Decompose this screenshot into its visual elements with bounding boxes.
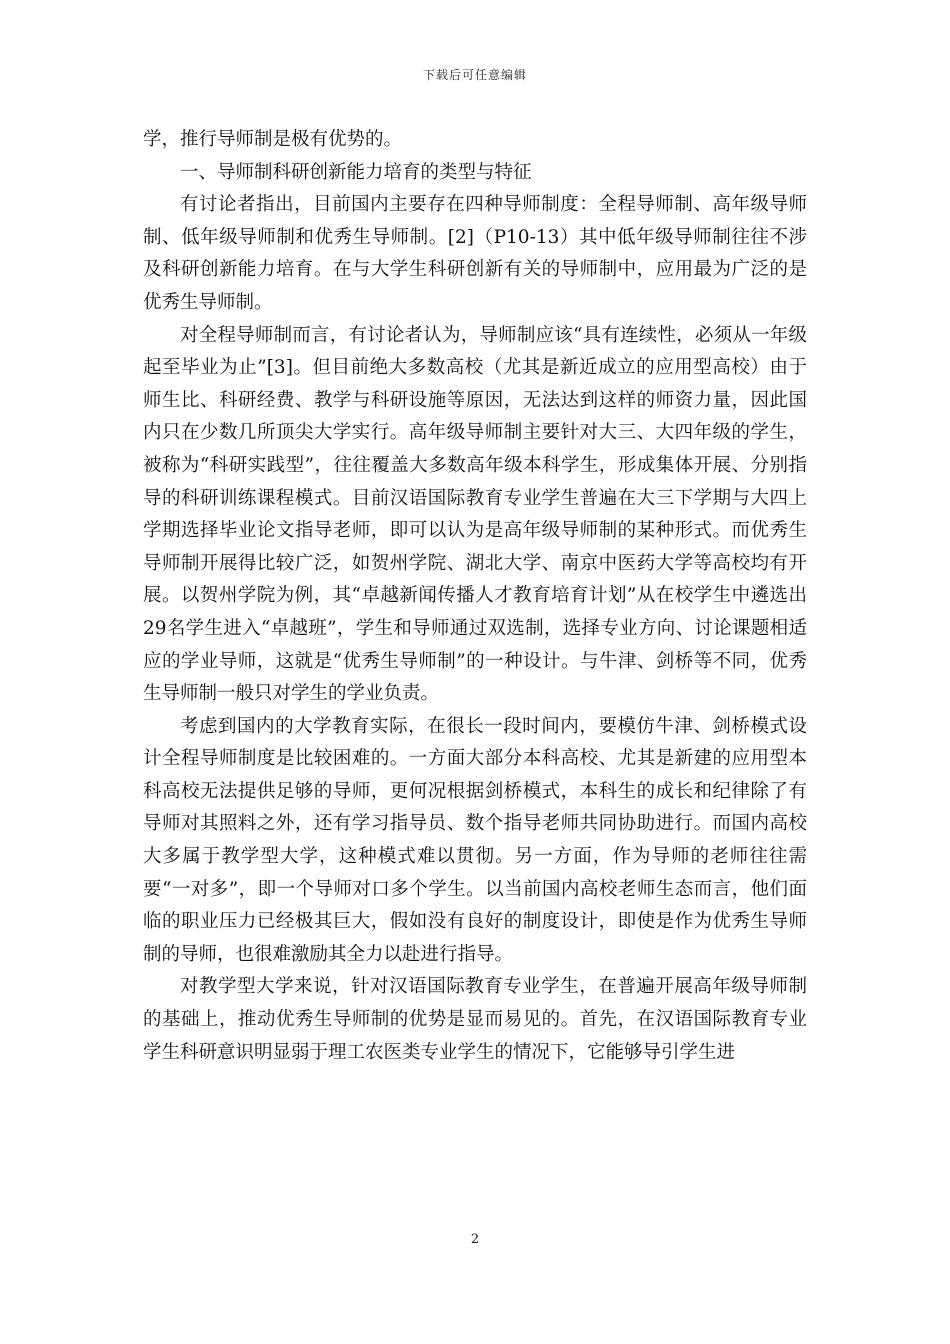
header-note: 下载后可任意编辑 — [422, 68, 527, 82]
page-number: 2 — [470, 1232, 480, 1247]
document-body — [143, 124, 807, 1069]
paragraph: 考虑到国内的大学教育实际，在很长一段时间内，要模仿牛津、剑桥模式设计全程导师制度是比较困难的。一方面大部分本科高校、尤其是新建的应用型本科高校无法提供足够的导师，更何况根据剑桥模式，本科生的成长和纪律除了有导师对其照料之外，还有学习指导员、数个指导老师共同协助进行。而国内高校大多属于教学型大学，这种模式难以贯彻。另一方面，作为导师的老师往往需要“一对多”，即一个导师对口多个学生。以当前国内高校老师生态而言，他们面临的职业压力已经极其巨大，假如没有良好的制度设计，即使是作为优秀生导师制的导师，也很难激励其全力以赴进行指导。 — [143, 715, 807, 965]
paragraph: 对全程导师制而言，有讨论者认为，导师制应该“具有连续性，必须从一年级起至毕业为止”[3]。但目前绝大多数高校（尤其是新近成立的应用型高校）由于师生比、科研经费、教学与科研设施等原因，无法达到这样的师资力量，因此国内只在少数几所顶尖大学实行。高年级导师制主要针对大三、大四年级的学生，被称为“科研实践型”，往往覆盖大多数高年级本科学生，形成集体开展、分别指导的科研训练课程模式。目前汉语国际教育专业学生普遍在大三下学期与大四上学期选择毕业论文指导老师，即可以认为是高年级导师制的某种形式。而优秀生导师制开展得比较广泛，如贺州学院、湖北大学、南京中医药大学等高校均有开展。以贺州学院为例，其“卓越新闻传播人才教育培育计划”从在校学生中遴选出29名学生进入“卓越班”，学生和导师通过双选制，选择专业方向、讨论课题相适应的学业导师，这就是“优秀生导师制”的一种设计。与牛津、剑桥等不同，优秀生导师制一般只对学生的学业负责。 — [143, 324, 807, 705]
paragraph: 有讨论者指出，目前国内主要存在四种导师制度：全程导师制、高年级导师制、低年级导师制和优秀生导师制。[2]（P10-13）其中低年级导师制往往不涉及科研创新能力培育。在与大学生科研创新有关的导师制中，应用最为广泛的是优秀生导师制。 — [143, 194, 807, 313]
section-heading: 一、导师制科研创新能力培育的类型与特征 — [180, 161, 532, 183]
paragraph: 对教学型大学来说，针对汉语国际教育专业学生，在普遍开展高年级导师制的基础上，推动优秀生导师制的优势是显而易见的。首先，在汉语国际教育专业学生科研意识明显弱于理工农医类专业学生的情况下，它能够导引学生进 — [143, 976, 807, 1063]
paragraph-continuation: 学，推行导师制是极有优势的。 — [143, 129, 403, 150]
